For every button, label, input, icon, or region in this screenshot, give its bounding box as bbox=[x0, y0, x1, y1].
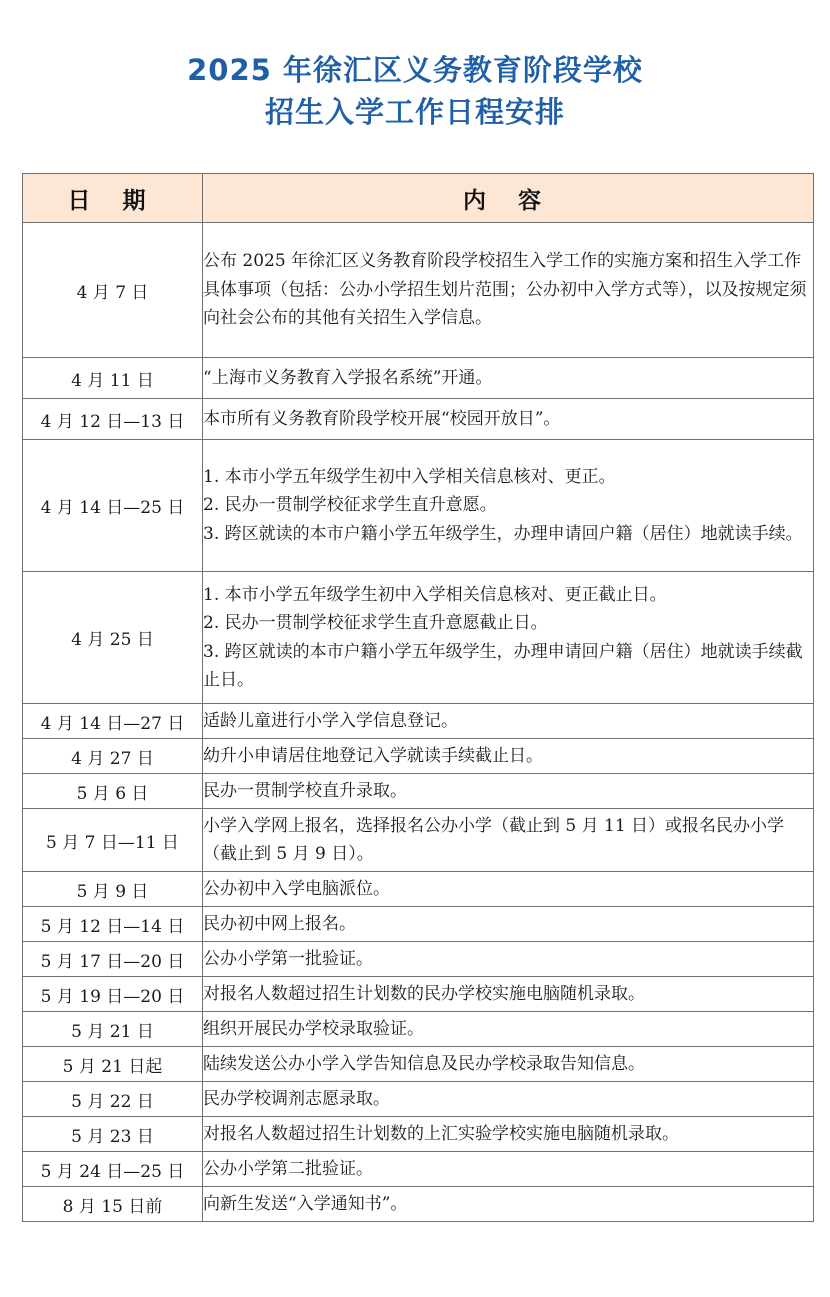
content-text: 公办初中入学电脑派位。 bbox=[203, 878, 390, 899]
content-text: “上海市义务教育入学报名系统”开通。 bbox=[203, 367, 493, 388]
content-text: 向新生发送“入学通知书”。 bbox=[203, 1193, 408, 1214]
content-text: 对报名人数超过招生计划数的民办学校实施电脑随机录取。 bbox=[203, 983, 645, 1004]
content-text: 本市所有义务教育阶段学校开展“校园开放日”。 bbox=[203, 408, 561, 429]
date-cell: 5 月 9 日 bbox=[23, 872, 203, 907]
content-cell bbox=[203, 572, 814, 704]
content-cell bbox=[203, 1012, 814, 1047]
table-row bbox=[23, 1187, 814, 1222]
table-row bbox=[23, 1012, 814, 1047]
content-item-2: 2. 民办一贯制学校征求学生直升意愿。 bbox=[203, 495, 497, 516]
table-row bbox=[23, 872, 814, 907]
date-cell: 4 月 25 日 bbox=[23, 572, 203, 704]
table-row bbox=[23, 809, 814, 872]
content-cell bbox=[203, 358, 814, 399]
date-cell: 4 月 11 日 bbox=[23, 358, 203, 399]
content-text: 小学入学网上报名，选择报名公办小学（截止到 5 月 11 日）或报名民办小学（截止到 5 月 9 日）。 bbox=[203, 815, 785, 864]
date-cell: 4 月 14 日—25 日 bbox=[23, 440, 203, 572]
date-cell: 4 月 7 日 bbox=[23, 223, 203, 358]
content-cell bbox=[203, 1152, 814, 1187]
table-row bbox=[23, 223, 814, 358]
date-cell: 5 月 6 日 bbox=[23, 774, 203, 809]
content-cell bbox=[203, 809, 814, 872]
schedule-table bbox=[22, 173, 814, 1222]
date-cell: 5 月 22 日 bbox=[23, 1082, 203, 1117]
content-cell bbox=[203, 872, 814, 907]
date-cell: 5 月 21 日起 bbox=[23, 1047, 203, 1082]
content-column-header: 内 容 bbox=[203, 174, 814, 223]
content-cell bbox=[203, 704, 814, 739]
content-text: 民办一贯制学校直升录取。 bbox=[203, 780, 407, 801]
content-text: 适龄儿童进行小学入学信息登记。 bbox=[203, 710, 458, 731]
content-cell bbox=[203, 223, 814, 358]
content-item-3: 3. 跨区就读的本市户籍小学五年级学生，办理申请回户籍（居住）地就读手续截止日。 bbox=[203, 641, 803, 690]
content-item-1: 1. 本市小学五年级学生初中入学相关信息核对、更正截止日。 bbox=[203, 584, 667, 605]
content-cell bbox=[203, 1047, 814, 1082]
date-cell: 5 月 12 日—14 日 bbox=[23, 907, 203, 942]
date-cell: 5 月 17 日—20 日 bbox=[23, 942, 203, 977]
date-cell: 5 月 19 日—20 日 bbox=[23, 977, 203, 1012]
content-cell bbox=[203, 440, 814, 572]
content-cell bbox=[203, 399, 814, 440]
content-text: 公办小学第一批验证。 bbox=[203, 948, 373, 969]
table-row bbox=[23, 358, 814, 399]
table-row bbox=[23, 440, 814, 572]
content-text: 民办初中网上报名。 bbox=[203, 913, 356, 934]
date-cell: 5 月 7 日—11 日 bbox=[23, 809, 203, 872]
date-cell: 8 月 15 日前 bbox=[23, 1187, 203, 1222]
table-row bbox=[23, 399, 814, 440]
table-row bbox=[23, 1047, 814, 1082]
table-row bbox=[23, 704, 814, 739]
content-cell bbox=[203, 977, 814, 1012]
table-row bbox=[23, 739, 814, 774]
table-row bbox=[23, 774, 814, 809]
date-cell: 5 月 23 日 bbox=[23, 1117, 203, 1152]
date-cell: 4 月 12 日—13 日 bbox=[23, 399, 203, 440]
table-row bbox=[23, 942, 814, 977]
content-cell bbox=[203, 1117, 814, 1152]
date-cell: 5 月 21 日 bbox=[23, 1012, 203, 1047]
table-row bbox=[23, 1082, 814, 1117]
content-item-3: 3. 跨区就读的本市户籍小学五年级学生，办理申请回户籍（居住）地就读手续。 bbox=[203, 523, 803, 544]
table-row bbox=[23, 977, 814, 1012]
table-row bbox=[23, 907, 814, 942]
table-row bbox=[23, 1117, 814, 1152]
content-cell bbox=[203, 739, 814, 774]
document-title-line-2: 招生入学工作日程安排 bbox=[264, 95, 565, 129]
table-header-row bbox=[23, 174, 814, 223]
content-text: 组织开展民办学校录取验证。 bbox=[203, 1018, 424, 1039]
content-text: 民办学校调剂志愿录取。 bbox=[203, 1088, 390, 1109]
date-column-header: 日 期 bbox=[23, 174, 203, 223]
content-cell bbox=[203, 907, 814, 942]
date-cell: 5 月 24 日—25 日 bbox=[23, 1152, 203, 1187]
content-text: 陆续发送公办小学入学告知信息及民办学校录取告知信息。 bbox=[203, 1053, 645, 1074]
content-cell bbox=[203, 1187, 814, 1222]
content-cell bbox=[203, 942, 814, 977]
table-row bbox=[23, 1152, 814, 1187]
content-text: 对报名人数超过招生计划数的上汇实验学校实施电脑随机录取。 bbox=[203, 1123, 679, 1144]
content-cell bbox=[203, 1082, 814, 1117]
content-text: 公布 2025 年徐汇区义务教育阶段学校招生入学工作的实施方案和招生入学工作具体事项（包括：公办小学招生划片范围；公办初中入学方式等），以及按规定须向社会公布的其他有关招生入学信息。 bbox=[203, 251, 807, 329]
date-cell: 4 月 27 日 bbox=[23, 739, 203, 774]
table-row bbox=[23, 572, 814, 704]
content-text: 公办小学第二批验证。 bbox=[203, 1158, 373, 1179]
document-title-line-1: 2025 年徐汇区义务教育阶段学校 bbox=[187, 53, 643, 87]
content-item-1: 1. 本市小学五年级学生初中入学相关信息核对、更正。 bbox=[203, 466, 616, 487]
date-cell: 4 月 14 日—27 日 bbox=[23, 704, 203, 739]
content-item-2: 2. 民办一贯制学校征求学生直升意愿截止日。 bbox=[203, 613, 548, 633]
content-cell bbox=[203, 774, 814, 809]
content-text: 幼升小申请居住地登记入学就读手续截止日。 bbox=[203, 745, 543, 766]
